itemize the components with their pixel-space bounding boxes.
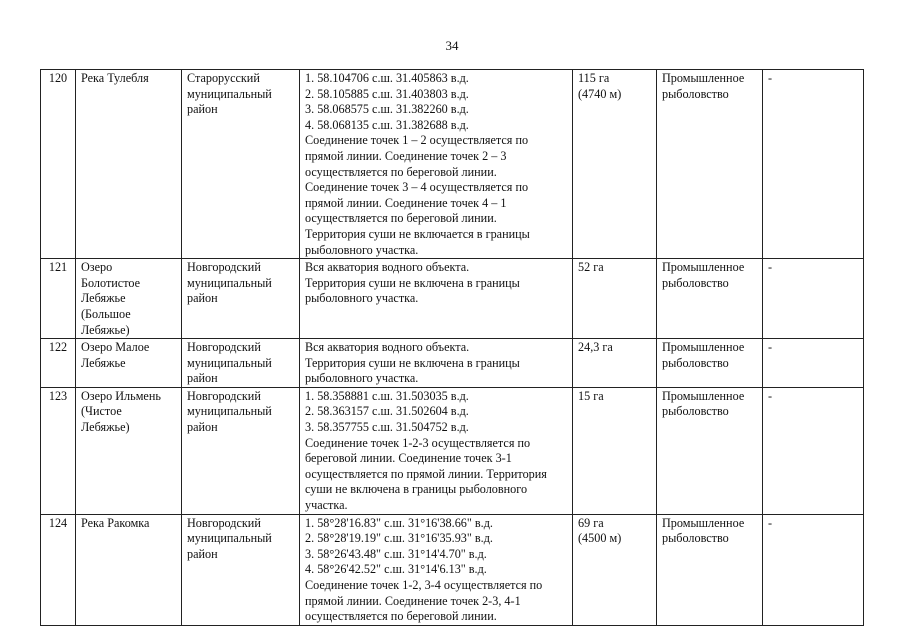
boundary-coordinates-cell: [300, 387, 573, 514]
row-number-cell: [41, 514, 76, 625]
purpose-line: Промышленное: [662, 260, 745, 275]
district-line: Новгородский: [187, 340, 261, 355]
boundary-coordinates-cell: [300, 70, 573, 259]
boundary-coordinates-line: Соединение точек 1-2-3 осуществляется по: [305, 435, 531, 450]
boundary-coordinates-line: Соединение точек 3 – 4 осуществляется по: [305, 180, 529, 195]
boundary-coordinates-line: 1. 58.104706 с.ш. 31.405863 в.д.: [305, 71, 469, 85]
fishing-areas-table: [40, 69, 864, 626]
boundary-coordinates-line: рыболовного участка.: [305, 371, 419, 386]
purpose-cell: [657, 514, 763, 625]
boundary-coordinates-line: прямой линии. Соединение точек 2 – 3: [305, 148, 507, 163]
boundary-coordinates-line: осуществляется по береговой линии.: [305, 609, 497, 624]
table-row: [41, 339, 864, 388]
boundary-coordinates-line: Соединение точек 1 – 2 осуществляется по: [305, 133, 529, 148]
boundary-coordinates-line: 2. 58°28'19.19" с.ш. 31°16'35.93" в.д.: [305, 531, 493, 546]
district-line: район: [187, 546, 218, 561]
water-body-name-cell: [76, 387, 182, 514]
purpose-line: рыболовство: [662, 404, 729, 419]
purpose-line: рыболовство: [662, 275, 729, 290]
table-row: [41, 259, 864, 339]
purpose-line: Промышленное: [662, 71, 745, 85]
row-number-text: 121: [48, 260, 68, 275]
row-number-cell: [41, 339, 76, 388]
purpose-line: рыболовство: [662, 86, 729, 101]
purpose-cell: [657, 259, 763, 339]
purpose-line: рыболовство: [662, 355, 729, 370]
district-line: район: [187, 102, 218, 117]
note-cell: [763, 339, 864, 388]
water-body-name-cell: [76, 259, 182, 339]
boundary-coordinates-line: Территория суши не включена в границы: [305, 355, 520, 370]
purpose-line: Промышленное: [662, 388, 745, 403]
water-body-name-cell: [76, 339, 182, 388]
boundary-coordinates-line: Территория суши не включается в границы: [305, 226, 530, 241]
boundary-coordinates-line: береговой линии. Соединение точек 3-1: [305, 451, 512, 466]
district-cell: [182, 387, 300, 514]
district-line: Старорусский: [187, 71, 260, 85]
boundary-coordinates-line: 1. 58°28'16.83" с.ш. 31°16'38.66" в.д.: [305, 515, 493, 530]
district-line: Новгородский: [187, 260, 261, 275]
area-cell: [573, 259, 657, 339]
boundary-coordinates-line: прямой линии. Соединение точек 2-3, 4-1: [305, 593, 521, 608]
purpose-line: рыболовство: [662, 531, 729, 546]
boundary-coordinates-line: участка.: [305, 498, 348, 513]
area-line: 69 га: [578, 515, 604, 530]
district-line: муниципальный: [187, 531, 272, 546]
boundary-coordinates-line: 3. 58°26'43.48" с.ш. 31°14'4.70" в.д.: [305, 546, 487, 561]
note-cell: [763, 70, 864, 259]
purpose-cell: [657, 387, 763, 514]
note-text: -: [768, 388, 773, 403]
boundary-coordinates-cell: [300, 259, 573, 339]
boundary-coordinates-line: 2. 58.363157 с.ш. 31.502604 в.д.: [305, 404, 469, 419]
boundary-coordinates-line: осуществляется по прямой линии. Территория: [305, 466, 547, 481]
area-line: 15 га: [578, 388, 604, 403]
boundary-coordinates-line: 4. 58°26'42.52" с.ш. 31°14'6.13" в.д.: [305, 562, 487, 577]
table-row: [41, 387, 864, 514]
district-cell: [182, 514, 300, 625]
row-number-cell: [41, 387, 76, 514]
row-number-text: 123: [48, 388, 68, 403]
water-body-name-cell: [76, 70, 182, 259]
purpose-line: Промышленное: [662, 340, 745, 355]
area-cell: [573, 514, 657, 625]
row-number-cell: [41, 259, 76, 339]
boundary-coordinates-cell: [300, 339, 573, 388]
boundary-coordinates-line: осуществляется по береговой линии.: [305, 211, 497, 226]
note-cell: [763, 387, 864, 514]
boundary-coordinates-line: 3. 58.068575 с.ш. 31.382260 в.д.: [305, 102, 469, 117]
area-line: (4500 м): [578, 531, 622, 546]
row-number-text: 124: [48, 515, 68, 530]
district-line: район: [187, 291, 218, 306]
boundary-coordinates-line: рыболовного участка.: [305, 291, 419, 306]
area-cell: [573, 339, 657, 388]
district-cell: [182, 339, 300, 388]
boundary-coordinates-line: осуществляется по береговой линии.: [305, 164, 497, 179]
area-cell: [573, 387, 657, 514]
water-body-name-line: Лебяжье): [81, 420, 130, 435]
water-body-name-line: Озеро: [81, 260, 113, 275]
note-cell: [763, 259, 864, 339]
boundary-coordinates-cell: [300, 514, 573, 625]
purpose-cell: [657, 339, 763, 388]
boundary-coordinates-line: Вся акватория водного объекта.: [305, 260, 470, 275]
page-number: 34: [445, 38, 459, 53]
water-body-name-line: (Чистое: [81, 404, 122, 419]
boundary-coordinates-line: Вся акватория водного объекта.: [305, 340, 470, 355]
area-line: (4740 м): [578, 86, 622, 101]
boundary-coordinates-line: 2. 58.105885 с.ш. 31.403803 в.д.: [305, 86, 469, 101]
area-line: 24,3 га: [578, 340, 613, 355]
district-line: Новгородский: [187, 388, 261, 403]
area-cell: [573, 70, 657, 259]
area-line: 115 га: [578, 71, 610, 85]
water-body-name-line: (Большое: [81, 306, 131, 321]
purpose-line: Промышленное: [662, 515, 745, 530]
note-text: -: [768, 340, 773, 355]
district-line: Новгородский: [187, 515, 261, 530]
boundary-coordinates-line: 1. 58.358881 с.ш. 31.503035 в.д.: [305, 388, 469, 403]
boundary-coordinates-line: 3. 58.357755 с.ш. 31.504752 в.д.: [305, 420, 469, 435]
note-text: -: [768, 71, 773, 85]
table-row: [41, 514, 864, 625]
district-line: район: [187, 420, 218, 435]
water-body-name-line: Озеро Малое: [81, 340, 150, 355]
district-line: муниципальный: [187, 404, 272, 419]
area-line: 52 га: [578, 260, 604, 275]
water-body-name-line: Лебяжье): [81, 322, 130, 337]
boundary-coordinates-line: суши не включена в границы рыболовного: [305, 482, 528, 497]
boundary-coordinates-line: прямой линии. Соединение точек 4 – 1: [305, 195, 507, 210]
district-line: муниципальный: [187, 355, 272, 370]
district-line: район: [187, 371, 218, 386]
boundary-coordinates-line: Соединение точек 1-2, 3-4 осуществляется по: [305, 578, 543, 592]
note-text: -: [768, 515, 773, 530]
district-cell: [182, 259, 300, 339]
district-cell: [182, 70, 300, 259]
row-number-text: 122: [48, 340, 68, 355]
row-number-text: 120: [48, 71, 68, 85]
water-body-name-line: Река Тулебля: [81, 71, 149, 85]
water-body-name-line: Озеро Ильмень: [81, 388, 161, 403]
water-body-name-line: Река Ракомка: [81, 515, 150, 530]
water-body-name-line: Болотистое: [81, 275, 141, 290]
water-body-name-line: Лебяжье: [81, 355, 126, 370]
district-line: муниципальный: [187, 86, 272, 101]
boundary-coordinates-line: Территория суши не включена в границы: [305, 275, 520, 290]
district-line: муниципальный: [187, 275, 272, 290]
table-body: [41, 70, 864, 626]
water-body-name-cell: [76, 514, 182, 625]
boundary-coordinates-line: 4. 58.068135 с.ш. 31.382688 в.д.: [305, 117, 469, 132]
row-number-cell: [41, 70, 76, 259]
note-cell: [763, 514, 864, 625]
note-text: -: [768, 260, 773, 275]
water-body-name-line: Лебяжье: [81, 291, 126, 306]
purpose-cell: [657, 70, 763, 259]
boundary-coordinates-line: рыболовного участка.: [305, 242, 419, 257]
table-row: [41, 70, 864, 259]
